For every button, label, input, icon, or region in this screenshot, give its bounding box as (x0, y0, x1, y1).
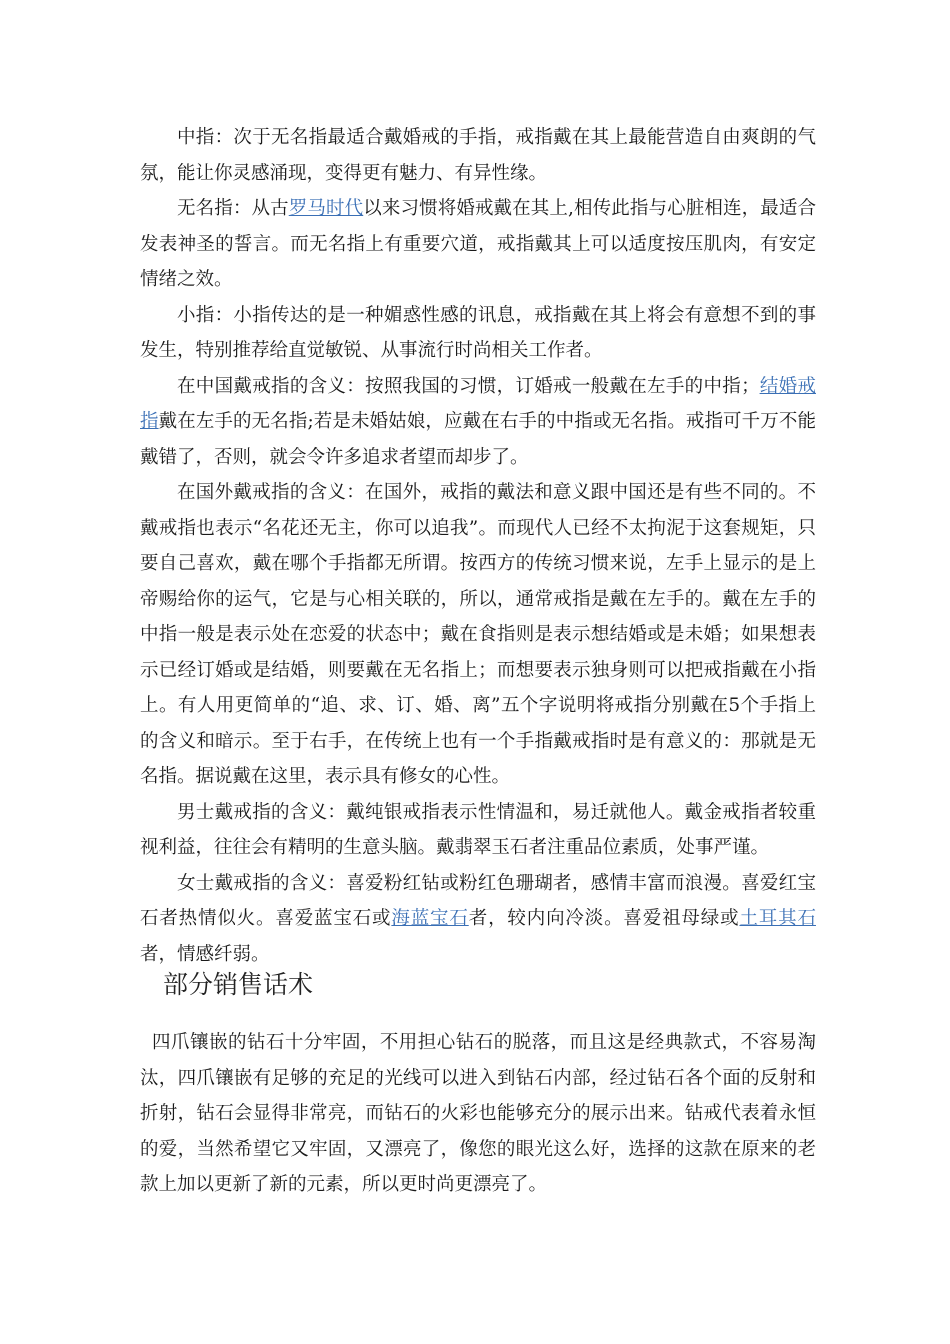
paragraph-text: 无名指：从古 (177, 198, 289, 219)
inline-link[interactable]: 海蓝宝石 (391, 908, 469, 929)
body-paragraph (140, 191, 816, 298)
paragraph-text: 小指：小指传达的是一种媚惑性感的讯息，戒指戴在其上将会有意想不到的事发生，特别推荐给直觉敏锐、从事流行时尚相关工作者。 (140, 304, 816, 361)
body-paragraph (140, 866, 816, 973)
inline-link[interactable]: 土耳其石 (739, 908, 816, 929)
paragraph-text: 者，情感纤弱。 (140, 943, 270, 965)
body-paragraph (140, 298, 816, 369)
sales-script-section (140, 1025, 816, 1203)
paragraph-text: 以来习惯将婚戒戴在其上,相传此指与心脏相连，最适合发表神圣的誓言。而无名指上有重要穴道，戒指戴其上可以适度按压肌肉，有安定情绪之效。 (140, 198, 816, 290)
paragraph-text: 在国外戴戒指的含义：在国外，戒指的戴法和意义跟中国还是有些不同的。不戴戒指也表示“名花还无主，你可以追我”。而现代人已经不太拘泥于这套规矩，只要自己喜欢，戴在哪个手指都无所谓。按西方的传统习惯来说，左手上显示的是上帝赐给你的运气，它是与心相关联的，所以，通常戒指是戴在左手的。戴在左手的中指一般是表示处在恋爱的状态中；戴在食指则是表示想结婚或是未婚；如果想表示已经订婚或是结婚，则要戴在无名指上；而想要表示独身则可以把戒指戴在小指上。有人用更简单的“追、求、订、婚、离”五个字说明将戒指分别戴在5个手指上的含义和暗示。至于右手，在传统上也有一个手指戴戒指时是有意义的：那就是无名指。据说戴在这里，表示具有修女的心性。 (140, 482, 816, 787)
paragraph-text: 女士戴戒指的含义：喜爱粉红钻或粉红色珊瑚者，感情丰富而浪漫。喜爱红宝石者热情似火。喜爱蓝宝石或 (140, 872, 816, 929)
inline-link[interactable]: 结婚戒指 (140, 375, 816, 432)
paragraph-text: 中指：次于无名指最适合戴婚戒的手指，戒指戴在其上最能营造自由爽朗的气氛，能让你灵感涌现，变得更有魅力、有异性缘。 (140, 127, 816, 184)
ring-meaning-section (140, 120, 816, 972)
body-paragraph (140, 475, 816, 795)
section-heading: 部分销售话术 (163, 970, 314, 999)
paragraph-text: 在中国戴戒指的含义：按照我国的习惯，订婚戒一般戴在左手的中指； (177, 375, 760, 397)
paragraph-text: 男士戴戒指的含义：戴纯银戒指表示性情温和，易迁就他人。戴金戒指者较重视利益，往往会有精明的生意头脑。戴翡翠玉石者注重品位素质，处事严谨。 (140, 801, 816, 858)
paragraph-text: 戴在左手的无名指;若是未婚姑娘，应戴在右手的中指或无名指。戒指可千万不能戴错了，否则，就会令许多追求者望而却步了。 (140, 411, 816, 468)
body-paragraph (140, 120, 816, 191)
inline-link[interactable]: 罗马时代 (288, 198, 364, 219)
body-paragraph (140, 795, 816, 866)
sales-paragraph: 四爪镶嵌的钻石十分牢固，不用担心钻石的脱落，而且这是经典款式，不容易淘汰，四爪镶嵌有足够的充足的光线可以进入到钻石内部，经过钻石各个面的反射和折射，钻石会显得非常亮，而钻石的火彩也能够充分的展示出来。钻戒代表着永恒的爱，当然希望它又牢固，又漂亮了，像您的眼光这么好，选择的这款在原来的老款上加以更新了新的元素，所以更时尚更漂亮了。 (140, 1032, 816, 1195)
body-paragraph (140, 369, 816, 476)
paragraph-text: 者，较内向冷淡。喜爱祖母绿或 (468, 908, 740, 929)
